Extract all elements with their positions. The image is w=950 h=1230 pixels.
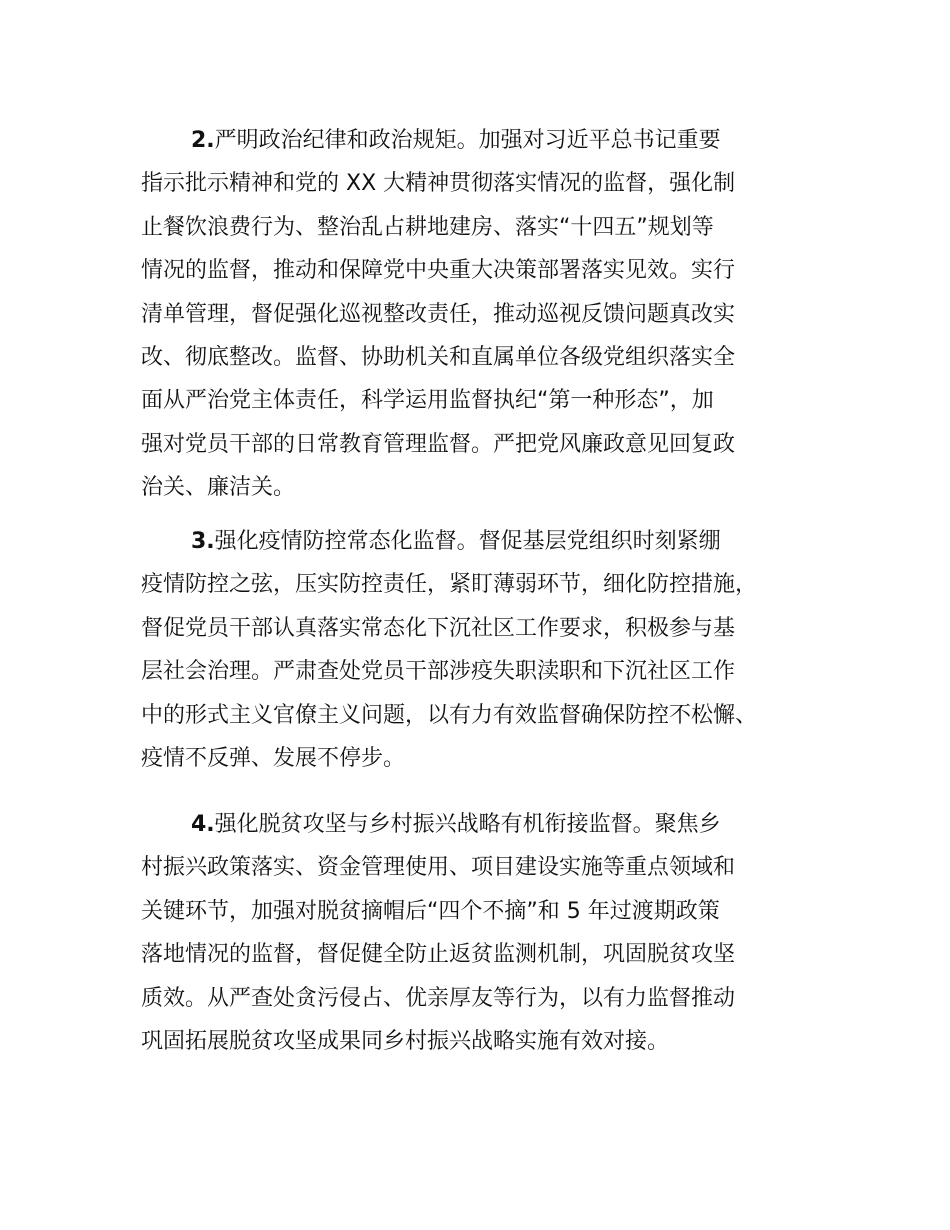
paragraph-line: 改、彻底整改。监督、协助机关和直属单位各级党组织落实全 [141,344,736,370]
paragraph-3 [141,520,831,780]
paragraph-line: 指示批示精神和党的 XX 大精神贯彻落实情况的监督，强化制 [141,171,736,197]
paragraph-line: 疫情不反弹、发展不停步。 [141,745,406,771]
paragraph-2 [141,119,831,510]
paragraph-4 [141,803,831,1063]
paragraph-line: 面从严治党主体责任，科学运用监督执纪“第一种形态”，加 [141,388,714,414]
paragraph-line: 治关、廉洁关。 [141,475,296,501]
paragraph-line: 强对党员干部的日常教育管理监督。严把党风廉政意见回复政 [141,431,736,457]
paragraph-first-line [141,803,831,846]
line-text: 严明政治纪律和政治规矩。加强对习近平总书记重要 [214,128,721,153]
paragraph-line: 层社会治理。严肃查处党员干部涉疫失职渎职和下沉社区工作 [141,659,736,685]
item-number: 4. [191,812,215,837]
paragraph-line: 巩固拓展脱贫攻坚成果同乡村振兴战略实施有效对接。 [141,1028,670,1054]
paragraph-line: 情况的监督，推动和保障党中央重大决策部署落实见效。实行 [141,258,736,284]
line-text: 强化脱贫攻坚与乡村振兴战略有机衔接监督。聚焦乡 [214,812,721,837]
paragraph-line: 落地情况的监督，督促健全防止返贫监测机制，巩固脱贫攻坚 [141,942,736,968]
line-text: 强化疫情防控常态化监督。督促基层党组织时刻紧绷 [214,529,721,554]
paragraph-line: 中的形式主义官僚主义问题，以有力有效监督确保防控不松懈、 [141,702,758,728]
paragraph-line: 质效。从严查处贪污侵占、优亲厚友等行为，以有力监督推动 [141,985,736,1011]
item-number: 3. [191,529,215,554]
paragraph-line: 止餐饮浪费行为、整治乱占耕地建房、落实“十四五”规划等 [141,214,714,240]
paragraph-line: 关键环节，加强对脱贫摘帽后“四个不摘”和 5 年过渡期政策 [141,898,720,924]
paragraph-first-line [141,520,831,563]
paragraph-line: 清单管理，督促强化巡视整改责任，推动巡视反馈问题真改实 [141,301,736,327]
paragraph-line: 疫情防控之弦，压实防控责任，紧盯薄弱环节，细化防控措施， [141,572,758,598]
paragraph-line: 督促党员干部认真落实常态化下沉社区工作要求，积极参与基 [141,615,736,641]
paragraph-line: 村振兴政策落实、资金管理使用、项目建设实施等重点领域和 [141,855,736,881]
paragraph-first-line [141,119,831,162]
item-number: 2. [191,128,215,153]
